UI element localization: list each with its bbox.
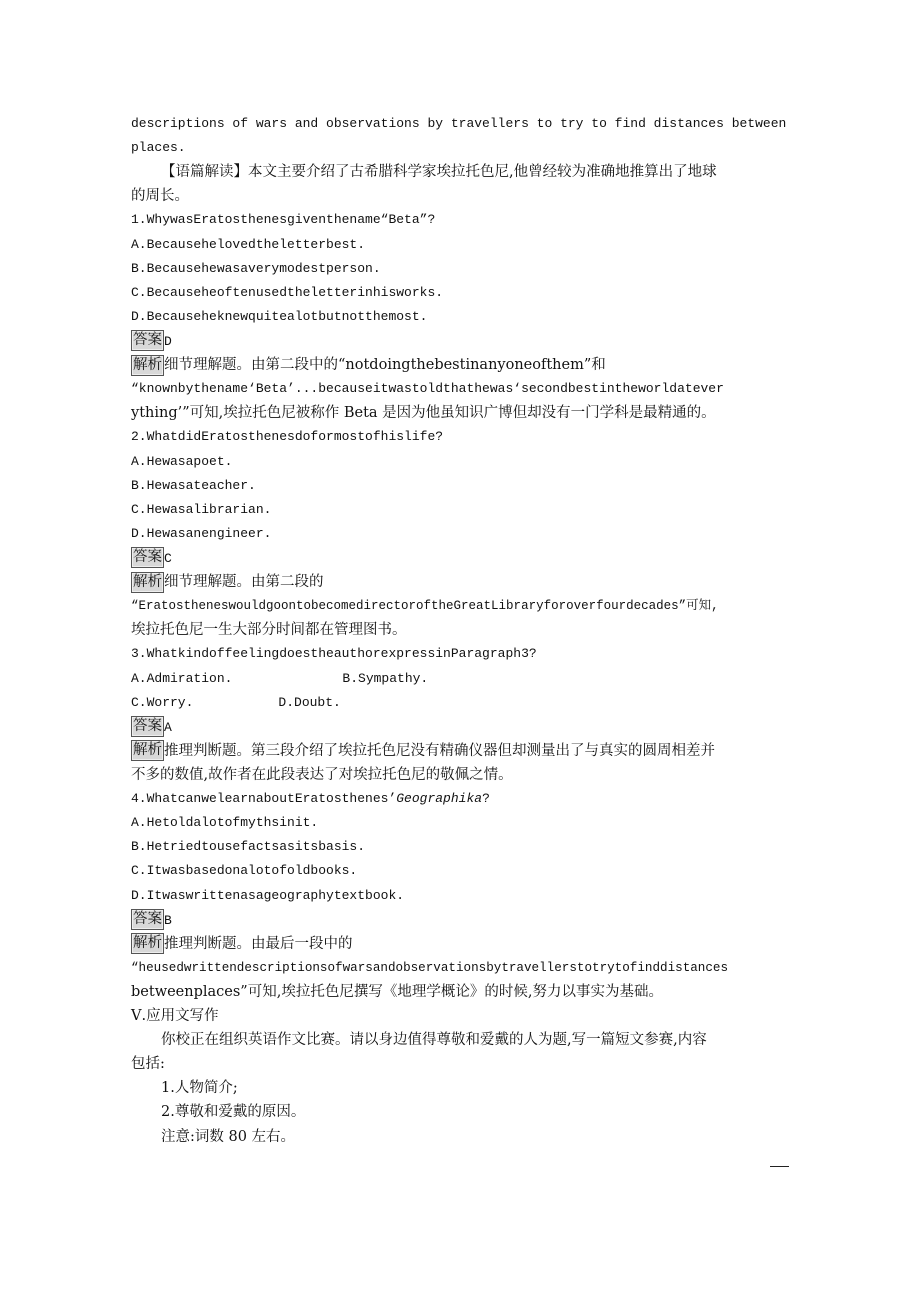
answer-line [131,908,791,932]
analysis-tag: 解析 [131,740,164,761]
option-row [131,667,791,691]
option: D.Becauseheknewquitealotbutnotthemost. [131,308,428,324]
writing-note: 注意:词数 80 左右。 [161,1128,296,1145]
analysis-line [131,353,791,377]
option: C.Hewasalibrarian. [131,501,272,517]
summary-text: 的周长。 [131,188,189,205]
answer-line [131,329,791,353]
answer-value: C [164,550,172,566]
stem-text: 4.WhatcanwelearnaboutEratosthenes’ [131,791,397,807]
option: C.Itwasbasedonalotofoldbooks. [131,863,358,879]
footer-dash [770,1166,789,1167]
option: A.Admiration. [131,670,233,686]
answer-value: D [164,333,172,349]
analysis-text: ything’”可知,埃拉托色尼被称作 Beta 是因为他虽知识广博但却没有一门学科是最精通的。 [131,405,716,422]
answer-value: A [164,719,172,735]
analysis-text: betweenplaces”可知,埃拉托色尼撰写《地理学概论》的时候,努力以事实为基础。 [131,983,663,1000]
analysis-tag: 解析 [131,933,164,954]
analysis-tag: 解析 [131,355,164,376]
analysis-text: “heusedwrittendescriptionsofwarsandobservationsbytravellerstotrytofinddistances [131,960,729,975]
analysis-text: “EratostheneswouldgoontobecomedirectoroftheGreatLibraryforoverfourdecades”可知, [131,599,719,614]
analysis-line [131,739,791,763]
analysis-text: 推理判断题。第三段介绍了埃拉托色尼没有精确仪器但却测量出了与真实的圆周相差并 [164,742,715,759]
option: B.Sympathy. [342,670,429,686]
passage-text: places. [131,140,186,156]
analysis-line [131,570,791,594]
answer-tag: 答案 [131,547,164,568]
question-stem: 1.WhywasEratosthenesgiventhename“Beta”? [131,212,436,228]
analysis-text: “knownbythename‘Beta’...becauseitwastoldthathewas‘secondbestintheworldatever [131,381,724,397]
option: D.Doubt. [278,694,341,710]
option: A.Becausehelovedtheletterbest. [131,236,366,252]
writing-point: 1.人物简介; [161,1080,238,1097]
answer-line [131,546,791,570]
answer-line [131,715,791,739]
option: A.Hewasapoet. [131,453,233,469]
analysis-text: 细节理解题。由第二段中的“notdoingthebestinanyoneofthem”和 [164,357,606,374]
writing-point: 2.尊敬和爱戴的原因。 [161,1104,306,1121]
summary-text: 【语篇解读】本文主要介绍了古希腊科学家埃拉托色尼,他曾经较为准确地推算出了地球 [161,164,717,181]
option: B.Becausehewasaverymodestperson. [131,260,381,276]
analysis-text: 细节理解题。由第二段的 [164,574,324,591]
analysis-text: 不多的数值,故作者在此段表达了对埃拉托色尼的敬佩之情。 [131,766,513,783]
answer-value: B [164,912,172,928]
question-stem: 3.WhatkindoffeelingdoestheauthorexpressinParagraph3? [131,646,537,662]
analysis-line [131,932,791,956]
writing-prompt: 包括: [131,1056,165,1073]
analysis-tag: 解析 [131,572,164,593]
answer-tag: 答案 [131,909,164,930]
option: B.Hewasateacher. [131,477,256,493]
option: C.Becauseheoftenusedtheletterinhisworks. [131,284,444,300]
question-stem: 2.WhatdidEratosthenesdoformostofhislife? [131,429,444,445]
analysis-text: 推理判断题。由最后一段中的 [164,935,353,952]
question-stem [131,787,791,811]
document-page [131,112,791,1149]
stem-text: ? [482,791,490,807]
answer-tag: 答案 [131,716,164,737]
option: B.Hetriedtousefactsasitsbasis. [131,839,366,855]
option-row [131,691,791,715]
analysis-text: 埃拉托色尼一生大部分时间都在管理图书。 [131,622,407,639]
option: D.Itwaswrittenasageographytextbook. [131,887,405,903]
passage-text: descriptions of wars and observations by travellers to try to find distances between [131,116,787,131]
answer-tag: 答案 [131,330,164,351]
writing-prompt: 你校正在组织英语作文比赛。请以身边值得尊敬和爱戴的人为题,写一篇短文参赛,内容 [161,1032,707,1049]
option: C.Worry. [131,694,194,710]
option: A.Hetoldalotofmythsinit. [131,815,319,831]
option: D.Hewasanengineer. [131,525,272,541]
section-heading: Ⅴ.应用文写作 [131,1008,219,1025]
stem-title: Geographika [396,791,483,807]
